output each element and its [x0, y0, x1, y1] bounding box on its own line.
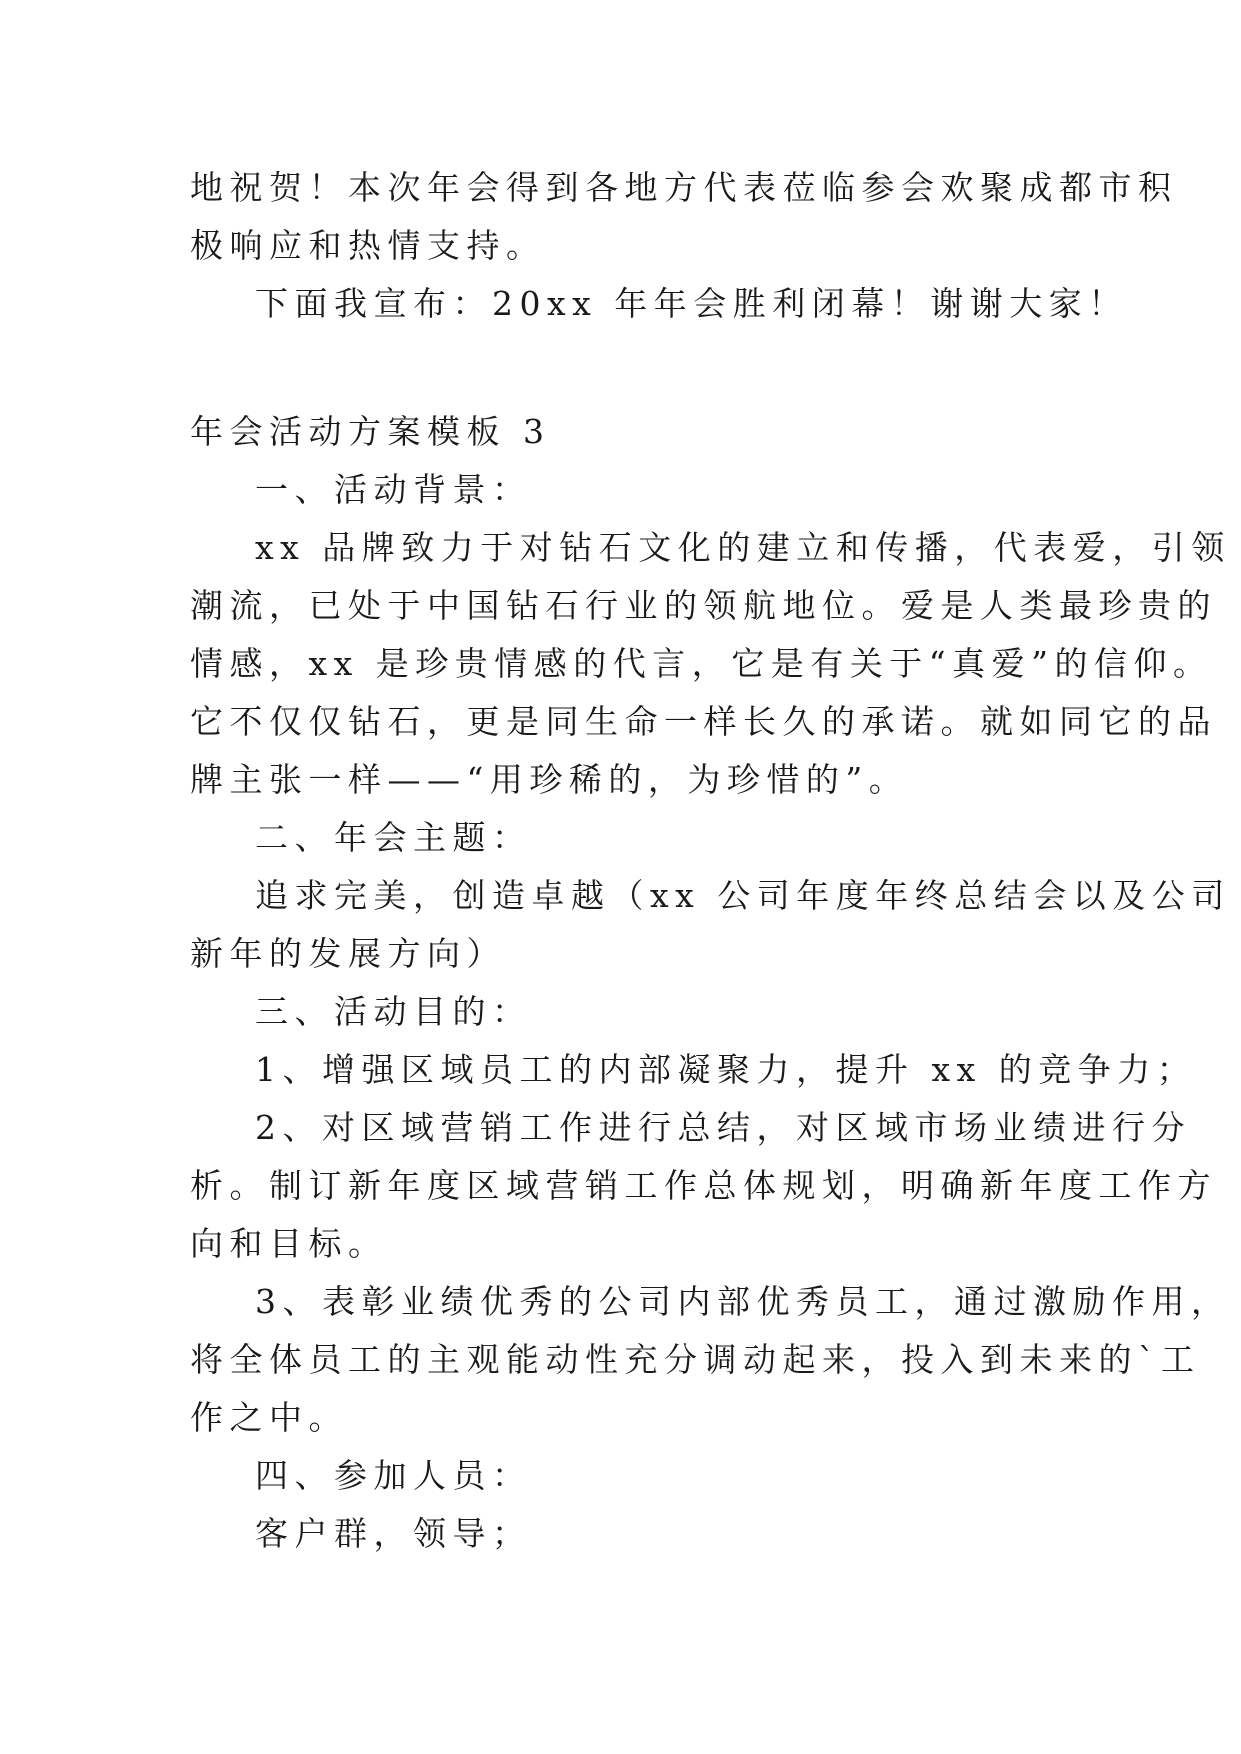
- text-line: 向和目标。: [190, 1224, 388, 1263]
- text-line: 情感，xx 是珍贵情感的代言，它是有关于“真爱”的信仰。: [190, 644, 1213, 683]
- text-line: xx 品牌致力于对钻石文化的建立和传播，代表爱，引领: [255, 528, 1231, 567]
- text-line: 地祝贺！本次年会得到各地方代表莅临参会欢聚成都市积: [190, 168, 1178, 207]
- list-item: 2、对区域营销工作进行总结，对区域市场业绩进行分: [255, 1108, 1191, 1147]
- text-line: 追求完美，创造卓越（xx 公司年度年终总结会以及公司: [255, 876, 1231, 915]
- text-line: 潮流，已处于中国钻石行业的领航地位。爱是人类最珍贵的: [190, 586, 1217, 625]
- text-line: 新年的发展方向）: [190, 934, 506, 973]
- text-line: 极响应和热情支持。: [190, 226, 546, 265]
- text-line: 将全体员工的主观能动性充分调动起来，投入到未来的`工: [190, 1340, 1201, 1379]
- heading: 二、年会主题：: [255, 818, 532, 857]
- list-item: 3、表彰业绩优秀的公司内部优秀员工，通过激励作用，: [255, 1282, 1231, 1321]
- heading: 三、活动目的：: [255, 992, 532, 1031]
- text-line: 作之中。: [190, 1398, 348, 1437]
- heading: 四、参加人员：: [255, 1456, 532, 1495]
- section-title: 年会活动方案模板 3: [190, 412, 551, 451]
- list-item: 1、增强区域员工的内部凝聚力，提升 xx 的竞争力；: [255, 1050, 1197, 1089]
- text-line: 牌主张一样——“用珍稀的，为珍惜的”。: [190, 760, 909, 799]
- text-line: 客户群，领导；: [255, 1514, 532, 1553]
- text-line: 它不仅仅钻石，更是同生命一样长久的承诺。就如同它的品: [190, 702, 1217, 741]
- text-line: 析。制订新年度区域营销工作总体规划，明确新年度工作方: [190, 1166, 1217, 1205]
- heading: 一、活动背景：: [255, 470, 532, 509]
- text-line: 下面我宣布：20xx 年年会胜利闭幕！谢谢大家！: [255, 284, 1128, 323]
